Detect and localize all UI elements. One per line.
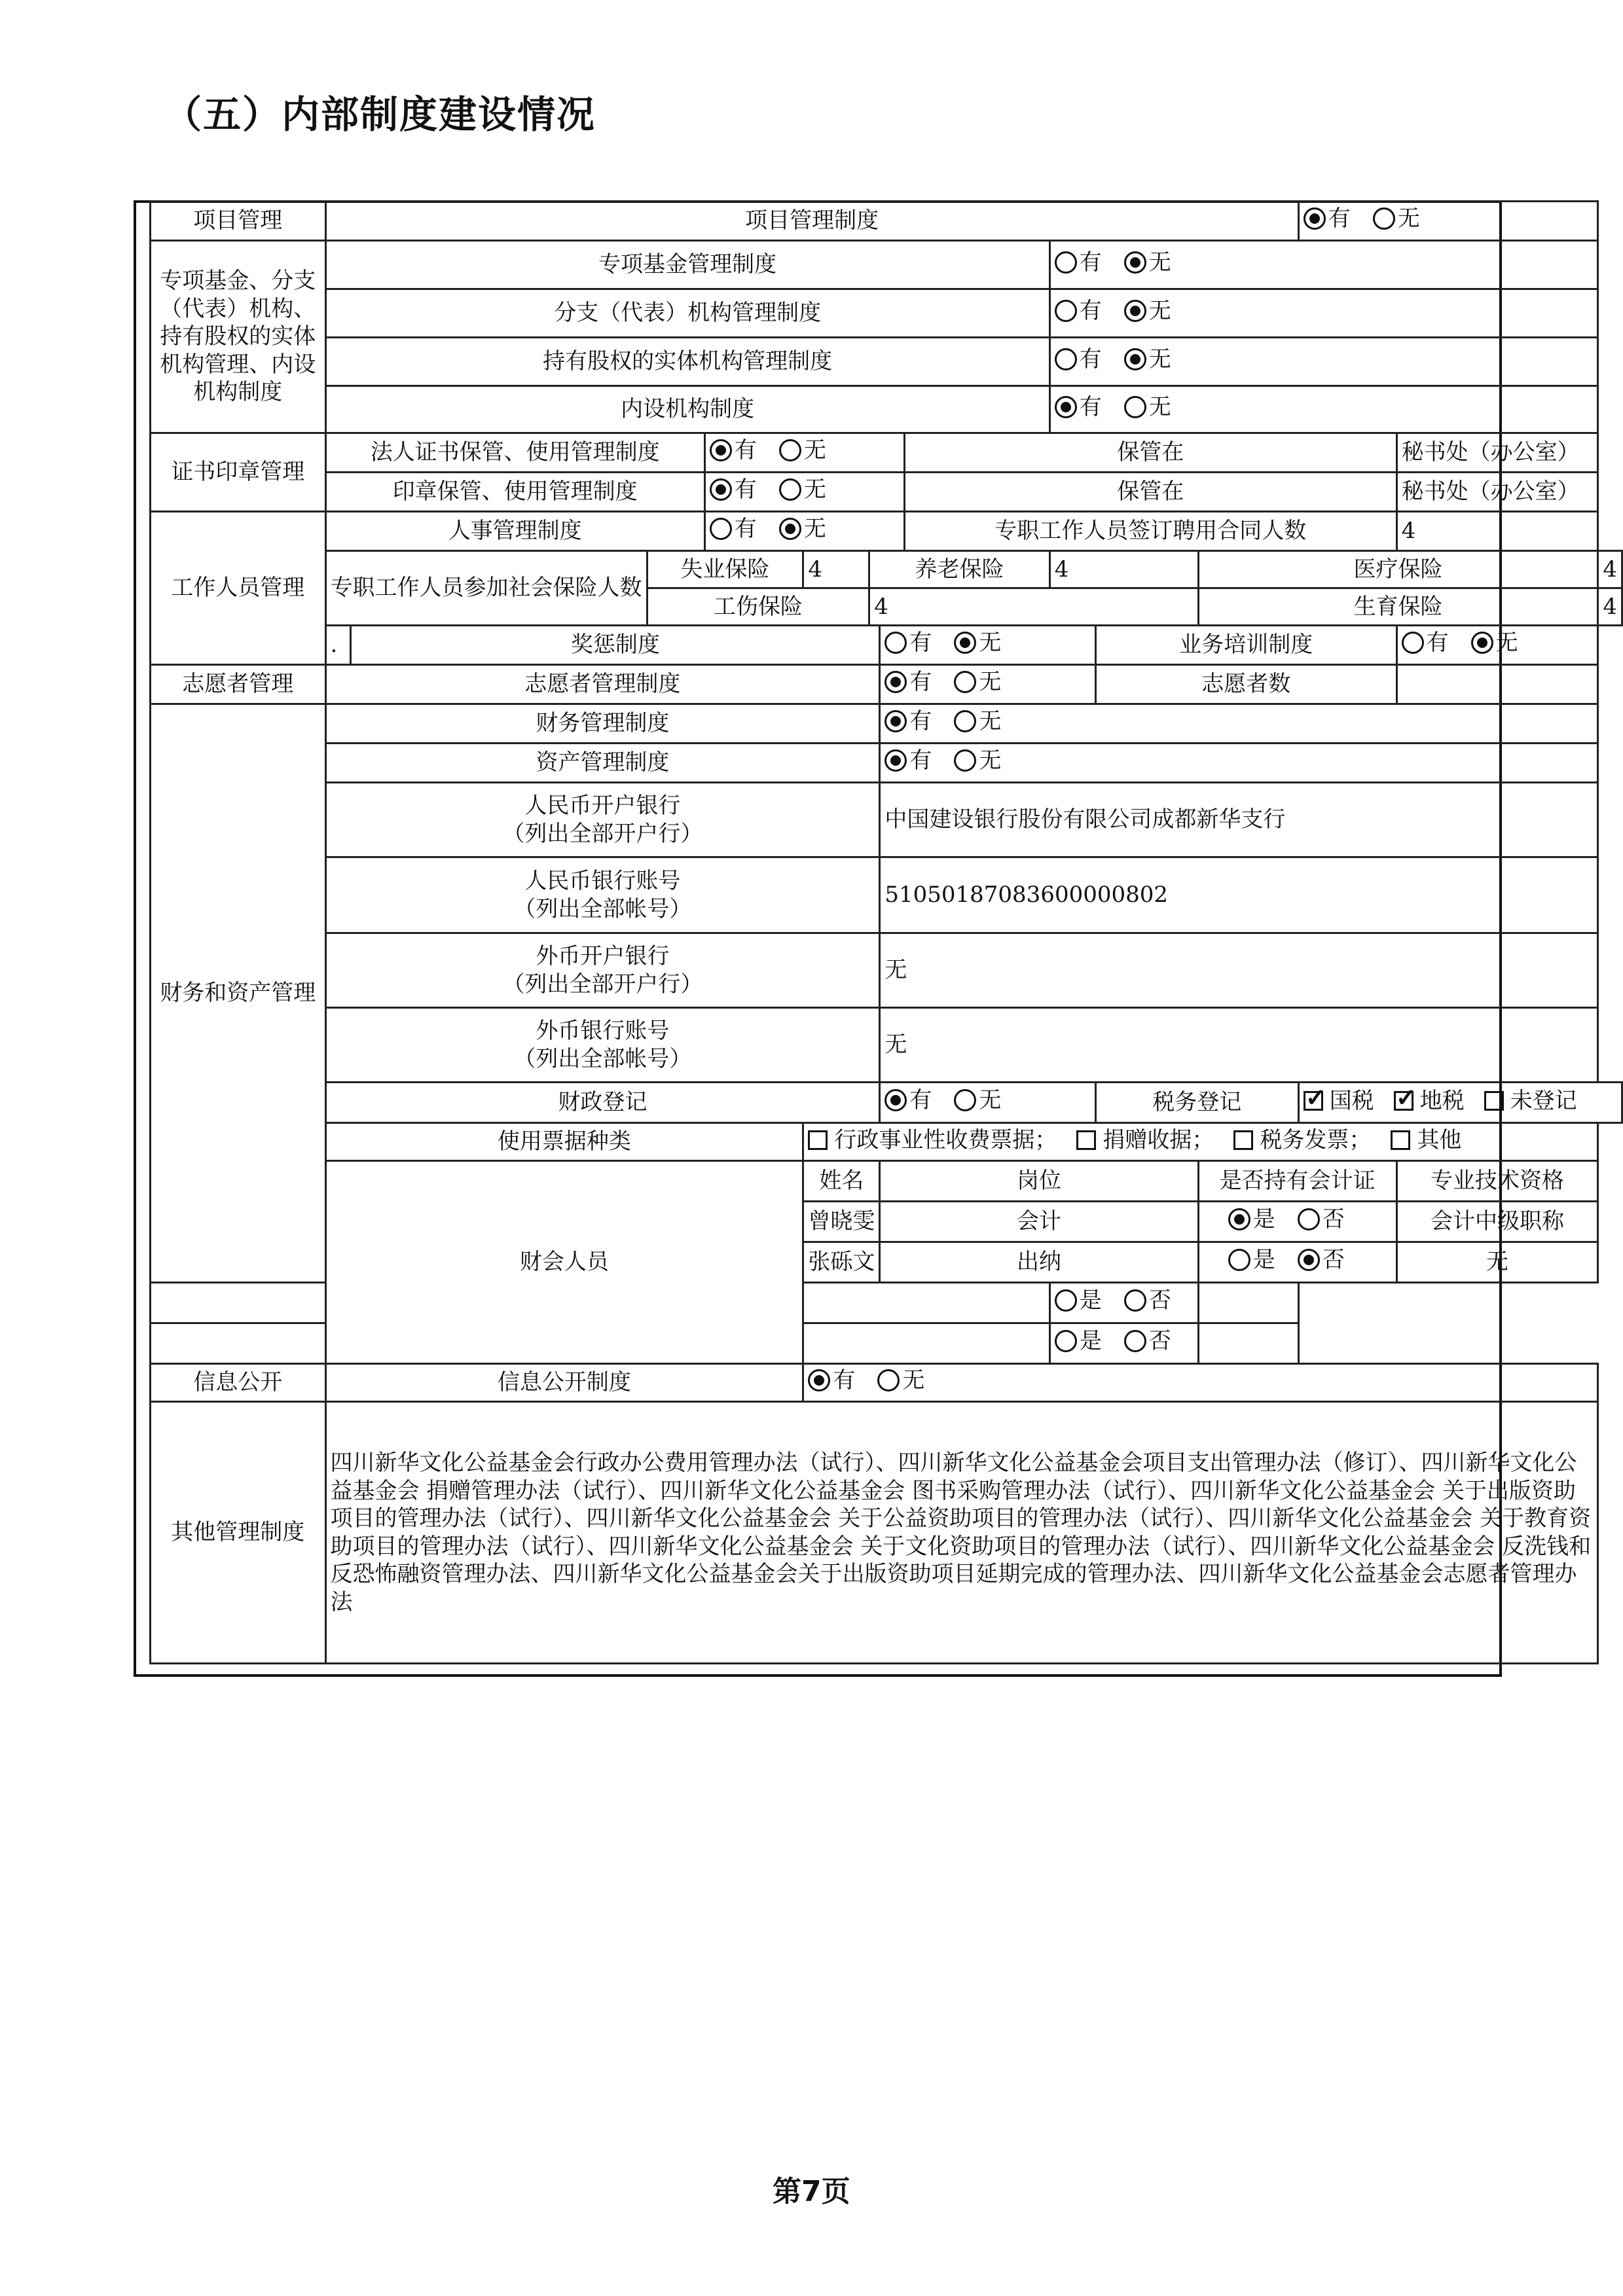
radio-option-label: 有 (734, 516, 757, 543)
radio-circle-icon (779, 518, 801, 540)
acct-head-cert: 是否持有会计证 (1198, 1161, 1396, 1202)
acct-cert (1198, 1242, 1396, 1283)
contract-count-label: 专职工作人员签订聘用合同人数 (904, 512, 1396, 551)
radio-option-you[interactable] (1055, 346, 1102, 374)
label-branch: 分支（代表）机构管理制度 (325, 289, 1049, 338)
radio-option-you[interactable] (710, 515, 757, 543)
radio-option-label: 有 (909, 708, 932, 735)
radio-circle-icon (954, 749, 976, 772)
radio-circle-icon (1055, 1330, 1077, 1352)
pension-label: 养老保险 (869, 551, 1049, 588)
radio-option-you[interactable] (1055, 297, 1102, 325)
label-finance-system: 财务管理制度 (325, 704, 880, 744)
radio-circle-icon (954, 632, 976, 654)
fx-account-value: 无 (880, 1008, 1598, 1083)
tax-option-label: 未登记 (1510, 1088, 1577, 1115)
acct-name: 曾晓雯 (803, 1202, 880, 1242)
bill-option-label: 行政事业性收费票据； (834, 1127, 1057, 1154)
radio-circle-icon (710, 518, 732, 540)
radio-circle-icon (1055, 396, 1077, 418)
rmb-account-value: 51050187083600000802 (880, 857, 1598, 933)
radio-circle-icon (1304, 207, 1326, 230)
radio-circle-icon (779, 439, 801, 461)
radio-option-label: 有 (1079, 346, 1102, 373)
label-seal-system: 印章保管、使用管理制度 (325, 473, 704, 512)
label-training-system: 业务培训制度 (1095, 626, 1396, 665)
radio-finance-system (880, 704, 1598, 744)
radio-circle-icon (779, 478, 801, 501)
bill-option[interactable] (1391, 1126, 1461, 1155)
maternity-label: 生育保险 (1198, 588, 1598, 626)
radio-circle-icon (884, 1089, 907, 1111)
bill-option-label: 税务发票； (1260, 1127, 1372, 1154)
radio-option-label: 有 (734, 437, 757, 464)
label-cert-system: 法人证书保管、使用管理制度 (325, 433, 704, 473)
radio-option-label: 无 (803, 476, 826, 503)
acct-head-qual: 专业技术资格 (1396, 1161, 1598, 1202)
label-asset-system: 资产管理制度 (325, 744, 880, 783)
checkbox-icon (1484, 1091, 1504, 1111)
radio-option-you[interactable] (884, 747, 932, 775)
acct-qual: 无 (1396, 1242, 1598, 1283)
radio-option-you[interactable] (1055, 393, 1102, 422)
radio-option-label: 是 (1252, 1206, 1275, 1233)
radio-branch (1049, 289, 1598, 338)
label-special-fund: 专项基金管理制度 (325, 241, 1049, 289)
label-rmb-bank: 人民币开户银行 （列出全部开户行） (325, 783, 880, 857)
label-hr-system: 人事管理制度 (325, 512, 704, 551)
radio-option-label: 有 (833, 1367, 856, 1394)
radio-option-wu[interactable] (1471, 629, 1518, 657)
seal-keep-label: 保管在 (904, 473, 1396, 512)
tax-option[interactable] (1304, 1087, 1374, 1115)
radio-option-label: 有 (909, 669, 932, 696)
radio-circle-icon (1124, 396, 1146, 418)
radio-option-shi[interactable] (1228, 1246, 1275, 1274)
acct-post (803, 1283, 1049, 1323)
radio-option-label: 有 (1079, 298, 1102, 325)
radio-option-wu[interactable] (954, 1086, 1001, 1115)
radio-internal (1049, 386, 1598, 433)
radio-circle-icon (1124, 251, 1146, 274)
radio-circle-icon (954, 710, 976, 732)
unemployment-label: 失业保险 (647, 551, 803, 588)
radio-option-label: 无 (979, 747, 1002, 774)
radio-option-label: 否 (1322, 1206, 1345, 1233)
radio-option-wu[interactable] (1124, 346, 1171, 374)
cat-disclosure: 信息公开 (151, 1364, 326, 1402)
bill-type-options (803, 1123, 1598, 1161)
radio-option-you[interactable] (884, 708, 932, 736)
radio-option-wu[interactable] (779, 437, 826, 465)
tax-option[interactable] (1394, 1087, 1465, 1115)
radio-training-system (1396, 626, 1598, 665)
label-internal: 内设机构制度 (325, 386, 1049, 433)
radio-circle-icon (884, 749, 907, 772)
checkbox-icon (1394, 1091, 1413, 1111)
radio-option-shi[interactable] (1055, 1287, 1102, 1315)
radio-option-you[interactable] (1402, 629, 1449, 657)
contract-count-value: 4 (1396, 512, 1598, 551)
radio-option-label: 无 (979, 630, 1002, 656)
acct-cert (1049, 1283, 1198, 1323)
injury-label: 工伤保险 (647, 588, 869, 626)
unemployment-value: 4 (803, 551, 869, 588)
radio-circle-icon (1055, 251, 1077, 274)
tax-registration-options (1298, 1083, 1622, 1123)
acct-name: 张砾文 (803, 1242, 880, 1283)
acct-head-name: 姓名 (803, 1161, 880, 1202)
radio-option-label: 无 (1495, 630, 1518, 656)
radio-circle-icon (1124, 1289, 1146, 1312)
label-tax-registration: 税务登记 (1095, 1083, 1298, 1123)
radio-reward-system (880, 626, 1095, 665)
radio-option-shi[interactable] (1228, 1206, 1275, 1234)
tax-option-label: 国税 (1329, 1088, 1374, 1115)
radio-option-label: 无 (803, 516, 826, 543)
label-bill-types: 使用票据种类 (325, 1123, 803, 1161)
radio-option-label: 否 (1148, 1287, 1171, 1314)
label-volunteer-system: 志愿者管理制度 (325, 665, 880, 704)
radio-circle-icon (884, 710, 907, 732)
radio-option-label: 有 (909, 630, 932, 656)
checkbox-icon (1076, 1130, 1096, 1150)
radio-circle-icon (1228, 1208, 1250, 1230)
radio-option-fou[interactable] (1124, 1327, 1171, 1355)
radio-option-wu[interactable] (779, 515, 826, 543)
radio-option-label: 无 (1397, 206, 1420, 232)
radio-option-label: 无 (1148, 394, 1171, 421)
radio-option-label: 有 (1426, 630, 1449, 656)
maternity-value: 4 (1598, 588, 1622, 626)
radio-circle-icon (710, 478, 732, 501)
label-project-system: 项目管理制度 (325, 202, 1298, 241)
radio-circle-icon (1055, 300, 1077, 322)
checkbox-icon (808, 1130, 828, 1150)
radio-circle-icon (1298, 1208, 1320, 1230)
tax-option[interactable] (1484, 1087, 1577, 1115)
radio-option-wu[interactable] (1124, 297, 1171, 325)
radio-option-label: 无 (1148, 346, 1171, 373)
label-disclosure-system: 信息公开制度 (325, 1364, 803, 1402)
checkbox-icon (1233, 1130, 1253, 1150)
radio-option-label: 否 (1322, 1247, 1345, 1274)
cat-seal: 证书印章管理 (151, 433, 326, 512)
cat-volunteer: 志愿者管理 (151, 665, 326, 704)
radio-option-label: 无 (803, 437, 826, 464)
radio-circle-icon (1055, 1289, 1077, 1312)
injury-value: 4 (869, 588, 1199, 626)
acct-qual (1198, 1323, 1298, 1364)
radio-option-fou[interactable] (1124, 1287, 1171, 1315)
radio-circle-icon (954, 671, 976, 693)
radio-circle-icon (1124, 300, 1146, 322)
radio-disclosure-system (803, 1364, 1598, 1402)
label-fiscal-registration: 财政登记 (325, 1083, 880, 1123)
label-rmb-account: 人民币银行账号 （列出全部帐号） (325, 857, 880, 933)
cert-keep-label: 保管在 (904, 433, 1396, 473)
cat-project: 项目管理 (151, 202, 326, 241)
radio-circle-icon (710, 439, 732, 461)
radio-circle-icon (1373, 207, 1395, 230)
radio-hr-system (704, 512, 904, 551)
radio-option-label: 是 (1079, 1328, 1102, 1355)
radio-option-label: 否 (1148, 1328, 1171, 1355)
radio-option-label: 有 (909, 1087, 932, 1114)
fx-bank-value: 无 (880, 933, 1598, 1008)
acct-post (803, 1323, 1049, 1364)
radio-option-wu[interactable] (1124, 393, 1171, 422)
radio-option-you[interactable] (884, 629, 932, 657)
acct-post: 会计 (880, 1202, 1198, 1242)
seal-keep-value: 秘书处（办公室） (1396, 473, 1598, 512)
radio-option-you[interactable] (808, 1367, 855, 1395)
radio-option-you[interactable] (884, 1086, 932, 1115)
radio-option-label: 无 (979, 1087, 1002, 1114)
radio-option-label: 有 (734, 476, 757, 503)
cat-staff: 工作人员管理 (151, 512, 326, 665)
radio-fiscal-registration (880, 1083, 1095, 1123)
radio-option-label: 有 (1079, 394, 1102, 421)
radio-circle-icon (1298, 1249, 1320, 1271)
label-accounting-staff: 财会人员 (325, 1161, 803, 1364)
radio-option-you[interactable] (1055, 249, 1102, 277)
bill-option[interactable] (1076, 1126, 1214, 1155)
rmb-bank-value: 中国建设银行股份有限公司成都新华支行 (880, 783, 1598, 857)
acct-post: 出纳 (880, 1242, 1198, 1283)
radio-option-label: 有 (1079, 249, 1102, 276)
other-systems-text: 四川新华文化公益基金会行政办公费用管理办法（试行）、四川新华文化公益基金会项目支出管理办法（修订）、四川新华文化公益基金会 捐赠管理办法（试行）、四川新华文化公益基金会 图书采购管理办法（试行）、四川新华文化公益基金会 关于出版资助项目的管理办法（试行）、四川新华文化公益基金会 关于公益资助项目的管理办法（试行）、四川新华文化公益基金会 关于教育资助项目的管理办法（试行）、四川新华文化公益基金会 关于文化资助项目的管理办法（试行）、四川新华文化公益基金会 反洗钱和反恐怖融资管理办法、四川新华文化公益基金会关于出版资助项目延期完成的管理办法、四川新华文化公益基金会志愿者管理办法 (325, 1402, 1598, 1664)
radio-asset-system (880, 744, 1598, 783)
radio-option-you[interactable] (710, 476, 757, 504)
checkbox-icon (1391, 1130, 1410, 1150)
radio-circle-icon (1055, 348, 1077, 370)
label-reward-system: 奖惩制度 (351, 626, 880, 665)
radio-option-label: 无 (979, 708, 1002, 735)
bill-option-label: 捐赠收据； (1103, 1127, 1214, 1154)
radio-volunteer-system (880, 665, 1095, 704)
cert-keep-value: 秘书处（办公室） (1396, 433, 1598, 473)
radio-equity (1049, 338, 1598, 386)
radio-special-fund (1049, 241, 1598, 289)
radio-circle-icon (808, 1369, 830, 1391)
bill-option[interactable] (1233, 1126, 1371, 1155)
radio-option-label: 有 (1328, 206, 1351, 232)
radio-circle-icon (1228, 1249, 1250, 1271)
staff-dot: . (325, 626, 351, 665)
checkbox-icon (1304, 1091, 1323, 1111)
radio-option-label: 无 (902, 1367, 925, 1394)
cat-special-fund: 专项基金、分支（代表）机构、持有股权的实体机构管理、内设机构制度 (151, 241, 326, 433)
radio-circle-icon (877, 1369, 900, 1391)
radio-seal-system (704, 473, 904, 512)
radio-option-label: 无 (1148, 298, 1171, 325)
medical-label: 医疗保险 (1198, 551, 1598, 588)
radio-option-wu[interactable] (1124, 249, 1171, 277)
tax-option-label: 地税 (1419, 1088, 1465, 1115)
cat-finance: 财务和资产管理 (151, 704, 326, 1283)
radio-option-label: 是 (1252, 1247, 1275, 1274)
acct-name (151, 1283, 351, 1323)
acct-head-post: 岗位 (880, 1161, 1198, 1202)
radio-option-fou[interactable] (1298, 1246, 1345, 1274)
radio-circle-icon (954, 1089, 976, 1111)
volunteer-count-label: 志愿者数 (1095, 665, 1396, 704)
radio-circle-icon (1471, 632, 1493, 654)
radio-circle-icon (1124, 1330, 1146, 1352)
radio-circle-icon (1402, 632, 1424, 654)
radio-option-you[interactable] (884, 668, 932, 696)
radio-option-shi[interactable] (1055, 1327, 1102, 1355)
radio-option-label: 无 (1148, 249, 1171, 276)
radio-cert-system (704, 433, 904, 473)
acct-qual (1198, 1283, 1298, 1323)
radio-option-you[interactable] (710, 437, 757, 465)
acct-name (151, 1323, 351, 1364)
acct-cert (1198, 1202, 1396, 1242)
cat-other: 其他管理制度 (151, 1402, 326, 1664)
bill-option-label: 其他 (1417, 1127, 1462, 1154)
label-fx-bank: 外币开户银行 （列出全部开户行） (325, 933, 880, 1008)
radio-circle-icon (884, 632, 907, 654)
section-heading: （五）内部制度建设情况 (164, 92, 596, 137)
radio-circle-icon (884, 671, 907, 693)
medical-value: 4 (1598, 551, 1622, 588)
volunteer-count-value (1396, 665, 1598, 704)
radio-option-wu[interactable] (1373, 205, 1420, 233)
radio-option-wu[interactable] (954, 668, 1001, 696)
radio-option-wu[interactable] (877, 1367, 924, 1395)
radio-option-wu[interactable] (954, 747, 1001, 775)
radio-option-label: 是 (1079, 1287, 1102, 1314)
radio-option-wu[interactable] (954, 708, 1001, 736)
label-equity: 持有股权的实体机构管理制度 (325, 338, 1049, 386)
radio-option-label: 无 (979, 669, 1002, 696)
page-number: 第7页 (773, 2175, 850, 2208)
radio-option-wu[interactable] (779, 476, 826, 504)
pension-value: 4 (1049, 551, 1198, 588)
label-fx-account: 外币银行账号 （列出全部帐号） (325, 1008, 880, 1083)
radio-option-fou[interactable] (1298, 1206, 1345, 1234)
insurance-label: 专职工作人员参加社会保险人数 (325, 551, 647, 626)
bill-option[interactable] (808, 1126, 1057, 1155)
radio-option-you[interactable] (1304, 205, 1351, 233)
radio-circle-icon (1124, 348, 1146, 370)
radio-option-label: 有 (909, 747, 932, 774)
acct-cert (1049, 1323, 1198, 1364)
system-table (149, 200, 1623, 1664)
radio-project-system (1298, 202, 1598, 241)
acct-qual: 会计中级职称 (1396, 1202, 1598, 1242)
radio-option-wu[interactable] (954, 629, 1001, 657)
